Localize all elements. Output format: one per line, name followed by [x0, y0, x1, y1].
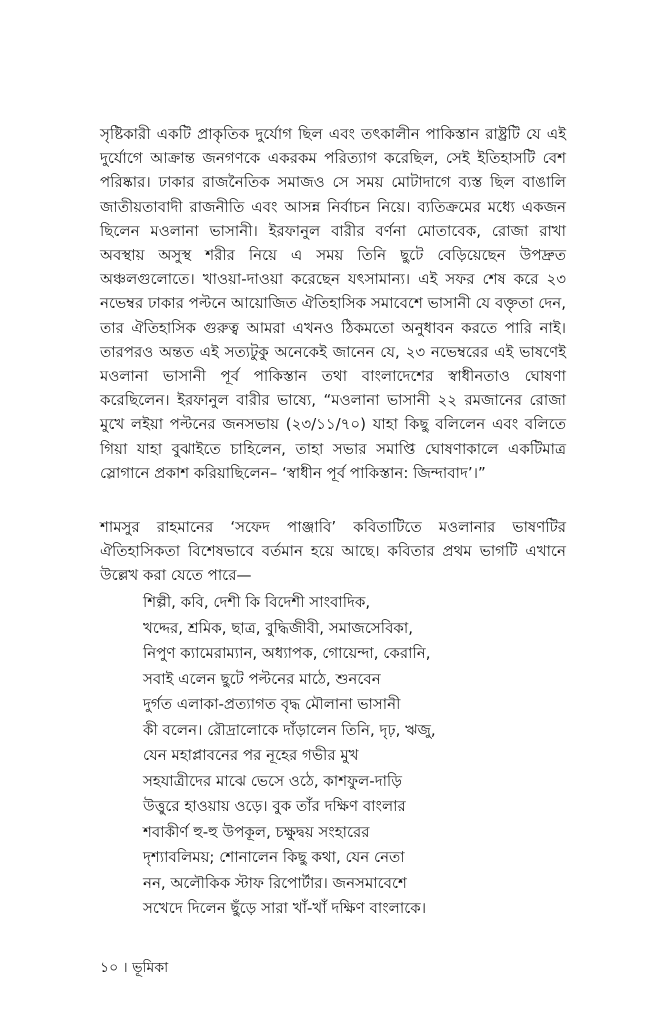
- poem-line: যেন মহাপ্লাবনের পর নূহের গভীর মুখ: [143, 746, 359, 764]
- poem-excerpt: [143, 590, 563, 922]
- page-footer: [100, 958, 168, 978]
- poem-line: দুর্গত এলাকা-প্রত্যাগত বৃদ্ধ মৌলানা ভাসানী: [143, 695, 401, 713]
- poem-line: উত্তুরে হাওয়ায় ওড়ে। বুক তাঁর দক্ষিণ বাংলার: [143, 797, 406, 815]
- body-paragraph: শামসুর রাহমানের ‘সফেদ পাঞ্জাবি’ কবিতাটিতে মওলানার ভাষণটির ঐতিহাসিকতা বিশেষভাবে বর্তমান হয়ে আছে। কবিতার প্রথম ভাগটি এখানে উল্লেখ করা যেতে পারে—: [100, 518, 566, 585]
- poem-line: নিপুণ ক্যামেরাম্যান, অধ্যাপক, গোয়েন্দা, কেরানি,: [143, 644, 431, 662]
- poem-line: সহযাত্রীদের মাঝে ভেসে ওঠে, কাশফুল-দাড়ি: [143, 771, 402, 790]
- poem-line: সবাই এলেন ছুটে পল্টনের মাঠে, শুনবেন: [143, 669, 381, 688]
- poem-line: খদ্দের, শ্রমিক, ছাত্র, বুদ্ধিজীবী, সমাজসেবিকা,: [143, 618, 414, 637]
- page-number: ১০: [100, 960, 119, 976]
- footer-separator: ।: [122, 960, 128, 976]
- poem-line: শবাকীর্ণ হু-হু উপকূল, চক্ষুদ্বয় সংহারের: [143, 822, 370, 841]
- poem-line: শিল্পী, কবি, দেশী কি বিদেশী সাংবাদিক,: [143, 593, 371, 611]
- poem-line: নন, অলৌকিক স্টাফ রিপোর্টার। জনসমাবেশে: [143, 873, 407, 892]
- body-paragraph: সৃষ্টিকারী একটি প্রাকৃতিক দুর্যোগ ছিল এবং তৎকালীন পাকিস্তান রাষ্ট্রটি যে এই দুর্যোগে আক্রান্ত জনগণকে একরকম পরিত্যাগ করেছিল, সেই ইতিহাসটি বেশ পরিষ্কার। ঢাকার রাজনৈতিক সমাজও সে সময় মোটাদাগে ব্যস্ত ছিল বাঙালি জাতীয়তাবাদী রাজনীতি এবং আসন্ন নির্বাচন নিয়ে। ব্যতিক্রমের মধ্যে একজন ছিলেন মওলানা ভাসানী। ইরফানুল বারীর বর্ণনা মোতাবেক, রোজা রাখা অবস্থায় অসুস্থ শরীর নিয়ে এ সময় তিনি ছুটে বেড়িয়েছেন উপদ্রুত অঞ্চলগুলোতে। খাওয়া-দাওয়া করেছেন যৎসামান্য। এই সফর শেষ করে ২৩ নভেম্বর ঢাকার পল্টনে আয়োজিত ঐতিহাসিক সমাবেশে ভাসানী যে বক্তৃতা দেন, তার ঐতিহাসিক গুরুত্ব আমরা এখনও ঠিকমতো অনুধাবন করতে পারি নাই। তারপরও অন্তত এই সত্যটুকু অনেকেই জানেন যে, ২৩ নভেম্বরের এই ভাষণেই মওলানা ভাসানী পূর্ব পাকিস্তান তথা বাংলাদেশের স্বাধীনতাও ঘোষণা করেছিলেন। ইরফানুল বারীর ভাষ্যে, “মওলানা ভাসানী ২২ রমজানের রোজা মুখে লইয়া পল্টনের জনসভায় (২৩/১১/৭০) যাহা কিছু বলিলেন এবং বলিতে গিয়া যাহা বুঝাইতে চাহিলেন, তাহা সভার সমাপ্তি ঘোষণাকালে একটিমাত্র স্লোগানে প্রকাশ করিয়াছিলেন– ‘স্বাধীন পূর্ব পাকিস্তান: জিন্দাবাদ’।”: [100, 125, 566, 482]
- poem-line: কী বলেন। রৌদ্রালোকে দাঁড়ালেন তিনি, দৃঢ়, ঋজু,: [143, 720, 436, 739]
- poem-line: দৃশ্যাবলিময়; শোনালেন কিছু কথা, যেন নেতা: [143, 848, 405, 866]
- poem-line: সখেদে দিলেন ছুঁড়ে সারা খাঁ-খাঁ দক্ষিণ বাংলাকে।: [143, 899, 427, 917]
- section-title: ভূমিকা: [132, 960, 169, 976]
